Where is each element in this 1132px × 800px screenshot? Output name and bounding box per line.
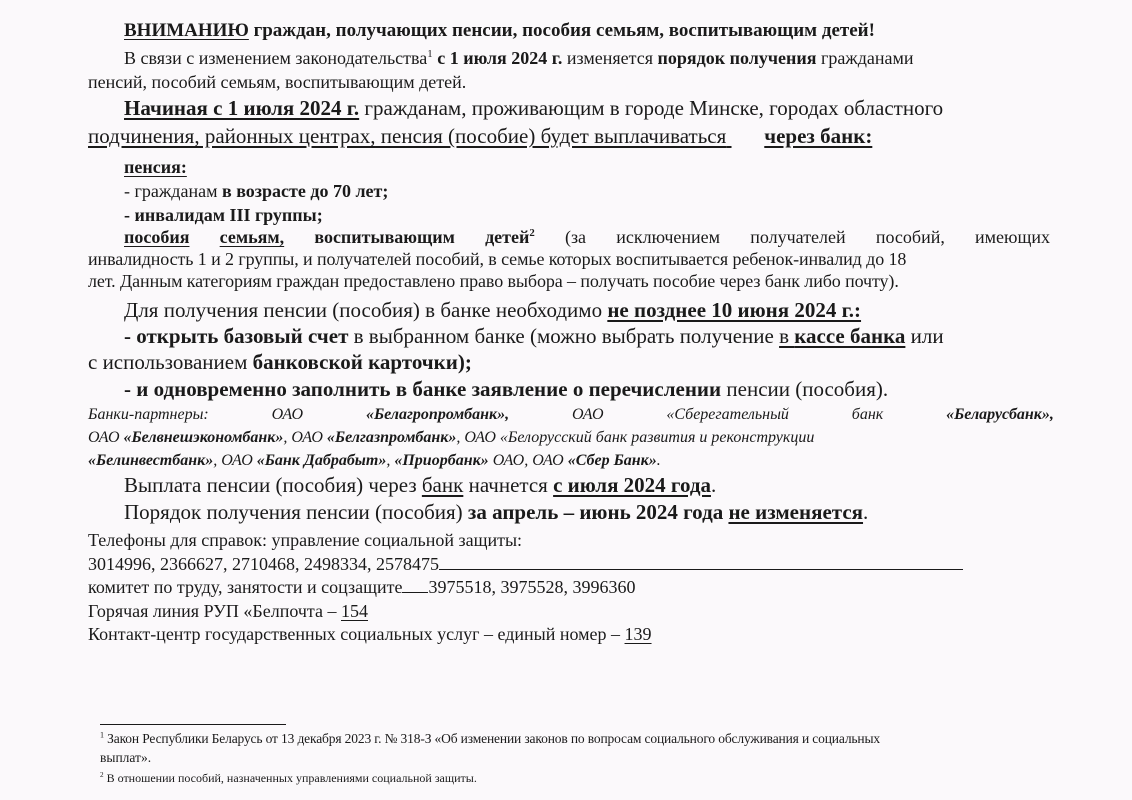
allowance-word: пособия <box>124 227 190 247</box>
intro-text-2: изменяется <box>562 48 658 68</box>
committee-label: комитет по труду, занятости и соцзащите <box>88 577 403 597</box>
intro-procedure: порядок получения <box>657 48 817 68</box>
heading-rest: граждан, получающих пенсии, пособия семьям, воспитывающим детей! <box>248 20 875 41</box>
main-start-date: Начиная с 1 июля 2024 г. <box>124 96 360 120</box>
footnote-1-cont: выплат». <box>100 750 152 765</box>
main-via-bank: через банк: <box>764 124 873 148</box>
bank-word: «Сберегательный <box>666 406 789 423</box>
banks-label: Банки-партнеры: <box>88 406 209 423</box>
bank-word: , ОАО <box>283 429 327 446</box>
allowance-line-1 <box>124 227 1050 248</box>
banks-line-2 <box>88 429 814 447</box>
payout-bank: банк <box>421 473 464 497</box>
allowance-word: детей <box>485 227 530 247</box>
allowance-word: получателей <box>750 227 846 247</box>
bank-name: «Белгазпромбанк» <box>326 429 457 446</box>
bank-word: ОАО <box>271 406 304 423</box>
contacts-center <box>88 624 652 645</box>
unchanged-text: Порядок получения пенсии (пособия) <box>124 500 468 524</box>
pension-item-disability: - инвалидам III группы; <box>124 205 323 225</box>
footnote-2-text: В отношении пособий, назначенных управлениями социальной защиты. <box>103 771 477 785</box>
footnote-1-number: 1 <box>100 730 104 740</box>
allowance-word: (за <box>564 227 587 247</box>
footnote-separator <box>100 724 286 725</box>
main-line-1 <box>124 96 943 121</box>
pension-item-prefix: - гражданам <box>124 181 222 201</box>
bank-word: , ОАО <box>213 452 257 469</box>
heading-lead: ВНИМАНИЮ <box>124 20 249 41</box>
step-fill-application: одновременно заполнить в банке заявление о перечислении <box>153 377 722 401</box>
pension-item-age <box>124 181 388 202</box>
bank-name: «Банк Дабрабыт» <box>256 452 387 469</box>
step-bank-cash: кассе банка <box>794 324 906 348</box>
footnote-ref-2: 2 <box>529 227 535 239</box>
bank-word: , ОАО «Белорусский банк развития и реконструкции <box>456 429 815 446</box>
allowance-word: имеющих <box>975 227 1050 247</box>
step-text-u: в <box>779 324 795 348</box>
bank-name: «Приорбанк» <box>394 452 489 469</box>
social-phone-numbers: 3014996, 2366627, 2710468, 2498334, 2578475 <box>88 554 439 574</box>
bank-name: «Белагропромбанк», <box>365 406 510 423</box>
bank-word: ОАО <box>572 406 604 423</box>
pension-title: пенсия: <box>124 157 187 177</box>
center-label: Контакт-центр государственных социальных услуг – единый номер – <box>88 624 625 644</box>
pension-item-age-text: в возрасте до 70 лет; <box>221 181 389 201</box>
allowance-line-2: инвалидность 1 и 2 группы, и получателей пособий, в семье которых воспитывается ребенок-инвалид до 18 <box>88 249 907 269</box>
contacts-social-numbers <box>88 553 963 575</box>
committee-phone-numbers: 3975518, 3975528, 3996360 <box>428 577 636 597</box>
contacts-title: Телефоны для справок: управление социальной защиты: <box>88 530 523 550</box>
allowance-word: семьям, <box>219 227 285 247</box>
payout-line <box>124 473 716 498</box>
payout-text: Выплата пенсии (пособия) через <box>124 473 422 497</box>
step-text-or: или <box>905 324 944 348</box>
payout-text-2: начнется <box>463 473 554 497</box>
bank-name: «Беларусбанк», <box>946 406 1054 423</box>
contacts-hotline <box>88 601 368 622</box>
footnote-1 <box>100 731 880 747</box>
step-text: с использованием <box>88 350 253 374</box>
unchanged-period: за апрель – июнь 2024 года <box>467 500 724 524</box>
intro-text: В связи с изменением законодательства <box>124 48 428 68</box>
unchanged-dot: . <box>863 500 869 524</box>
procedure-step-1-cont <box>88 350 472 375</box>
bank-name: «Белинвестбанк» <box>88 452 214 469</box>
footnote-1-text: Закон Республики Беларусь от 13 декабря 2023 г. № 318-З «Об изменении законов по вопросам социального обслуживания и социальных <box>103 731 881 746</box>
bank-name: «Сбер Банк» <box>567 452 657 469</box>
main-line-2 <box>88 124 872 149</box>
intro-line-1 <box>124 48 914 69</box>
allowance-line-3: лет. Данным категориям граждан предоставлено право выбора – получать пособие через банк либо почту). <box>88 271 899 291</box>
hotline-number: 154 <box>341 601 368 621</box>
footnote-2 <box>100 771 477 786</box>
footnote-2-number: 2 <box>100 771 104 779</box>
intro-date: с 1 июля 2024 г. <box>432 48 563 68</box>
bank-word: банк <box>851 406 884 423</box>
intro-line-2: пенсий, пособий семьям, воспитывающим детей. <box>88 72 467 92</box>
hotline-label: Горячая линия РУП «Белпочта – <box>88 601 341 621</box>
allowance-word: пособий, <box>875 227 945 247</box>
step-bank-card: банковской карточки); <box>252 350 472 374</box>
procedure-intro <box>124 298 861 323</box>
bank-name: «Белвнешэкономбанк» <box>123 429 284 446</box>
banks-line-3 <box>88 452 661 470</box>
main-places: подчинения, районных центрах, <box>88 124 376 148</box>
allowance-word: исключением <box>616 227 721 247</box>
main-text: гражданам, проживающим в городе Минске, городах областного <box>359 96 944 120</box>
payout-start: с июля 2024 года <box>553 473 711 497</box>
allowance-word: воспитывающим <box>314 227 455 247</box>
center-number: 139 <box>624 624 652 644</box>
contacts-committee <box>88 576 635 598</box>
banks-line-1 <box>88 406 1054 424</box>
step-text: пенсии (пособия). <box>721 377 889 401</box>
step-text: в выбранном банке (можно выбрать получение <box>348 324 780 348</box>
footnote-ref-1: 1 <box>427 48 433 60</box>
bank-word: ОАО, ОАО <box>488 452 568 469</box>
unchanged-line <box>124 500 868 525</box>
step-and: - и <box>124 377 154 401</box>
notice-heading <box>124 20 875 42</box>
unchanged-status: не изменяется <box>728 500 864 524</box>
procedure-intro-text: Для получения пенсии (пособия) в банке необходимо <box>124 298 608 322</box>
procedure-step-1 <box>124 324 944 349</box>
intro-text-3: гражданами <box>816 48 914 68</box>
procedure-step-2 <box>124 377 888 402</box>
step-open-account: - открыть базовый счет <box>124 324 349 348</box>
bank-word: ОАО <box>88 429 124 446</box>
main-payout: пенсия (пособие) будет выплачиваться <box>375 124 727 148</box>
payout-dot: . <box>710 473 717 497</box>
bank-word: , <box>386 452 395 469</box>
bank-word: . <box>656 452 661 469</box>
procedure-deadline: не позднее 10 июня 2024 г.: <box>607 298 862 322</box>
